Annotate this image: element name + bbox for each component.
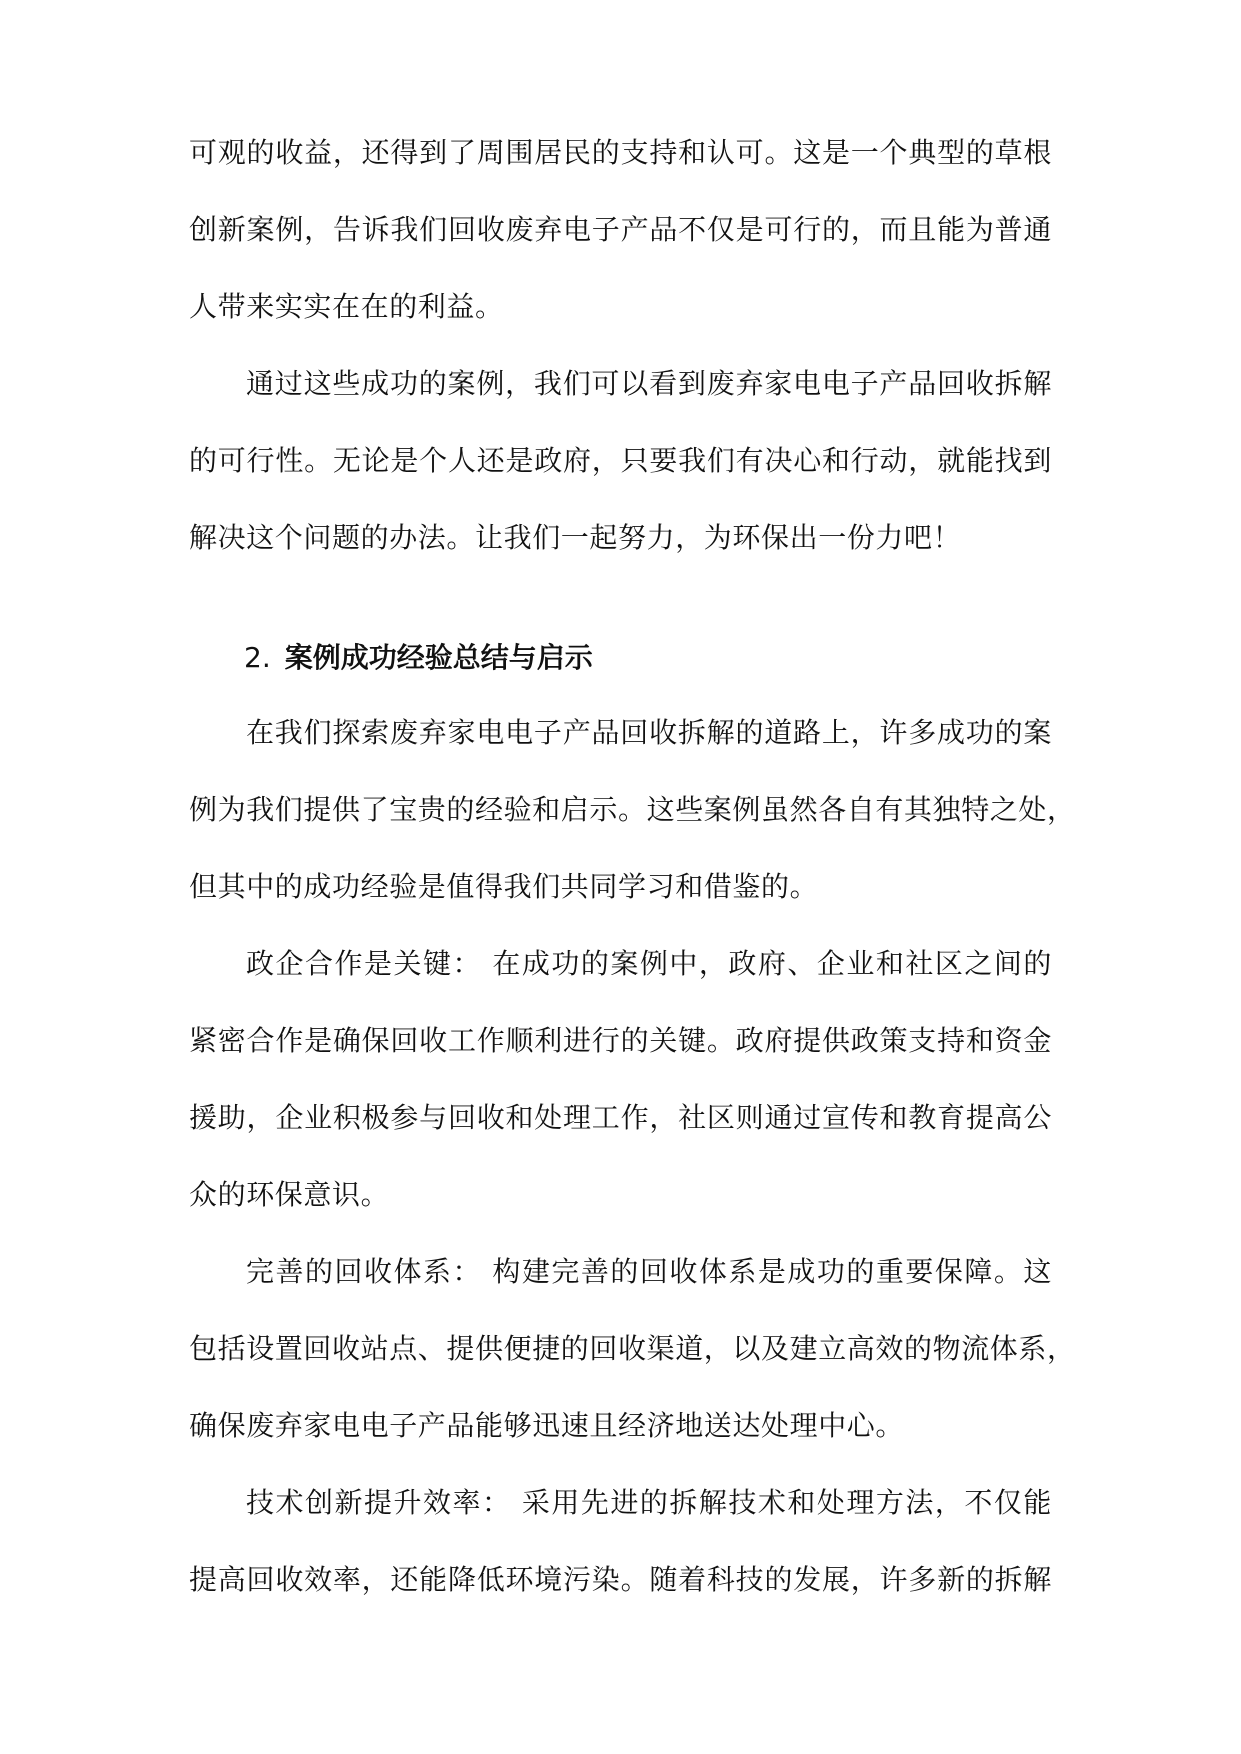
paragraph-line: 通过这些成功的案例，我们可以看到废弃家电电子产品回收拆解 [246,367,1052,400]
paragraph-line: 政企合作是关键： 在成功的案例中，政府、企业和社区之间的 [246,947,1052,980]
section-number: 2. [244,641,271,674]
paragraph-line: 紧密合作是确保回收工作顺利进行的关键。政府提供政策支持和资金 [189,1024,1052,1057]
paragraph-line: 可观的收益，还得到了周围居民的支持和认可。这是一个典型的草根 [189,136,1052,169]
paragraph-line: 援助，企业积极参与回收和处理工作，社区则通过宣传和教育提高公 [189,1101,1052,1134]
section-title: 案例成功经验总结与启示 [284,641,593,674]
paragraph-line: 提高回收效率，还能降低环境污染。随着科技的发展，许多新的拆解 [189,1563,1052,1596]
paragraph-line: 创新案例，告诉我们回收废弃电子产品不仅是可行的，而且能为普通 [189,213,1052,246]
paragraph-line: 解决这个问题的办法。让我们一起努力，为环保出一份力吧！ [189,521,962,554]
paragraph-line: 包括设置回收站点、提供便捷的回收渠道，以及建立高效的物流体系， [189,1332,1076,1365]
paragraph-line: 但其中的成功经验是值得我们共同学习和借鉴的。 [189,870,819,903]
paragraph-line: 确保废弃家电电子产品能够迅速且经济地送达处理中心。 [189,1409,905,1442]
paragraph-line: 技术创新提升效率： 采用先进的拆解技术和处理方法，不仅能 [246,1486,1052,1519]
paragraph-line: 人带来实实在在的利益。 [189,290,504,323]
paragraph-line: 在我们探索废弃家电电子产品回收拆解的道路上，许多成功的案 [246,716,1052,749]
paragraph-line: 完善的回收体系： 构建完善的回收体系是成功的重要保障。这 [246,1255,1052,1288]
paragraph-line: 例为我们提供了宝贵的经验和启示。这些案例虽然各自有其独特之处， [189,793,1076,826]
paragraph-line: 的可行性。无论是个人还是政府，只要我们有决心和行动，就能找到 [189,444,1052,477]
paragraph-line: 众的环保意识。 [189,1178,390,1211]
section-heading [244,638,593,678]
